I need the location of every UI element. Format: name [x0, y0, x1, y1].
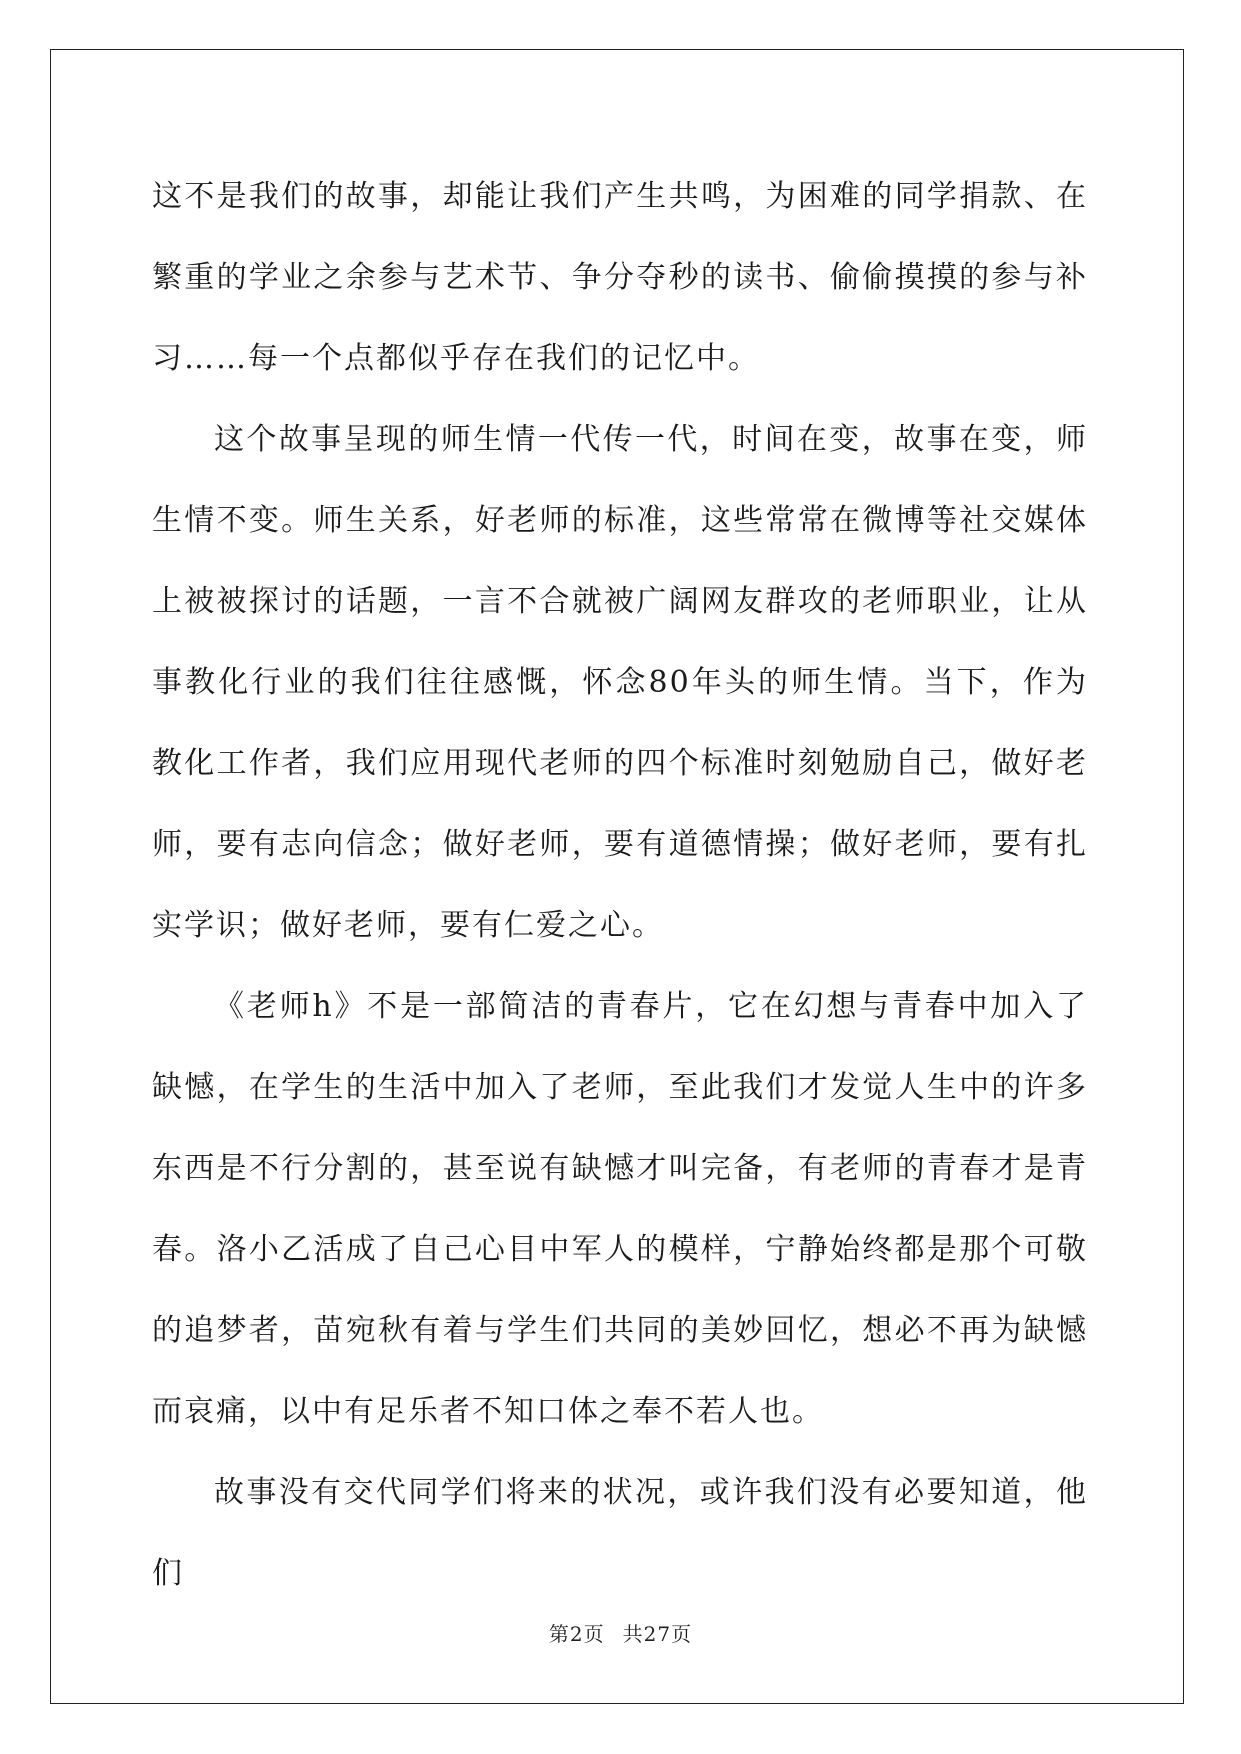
- document-body: [152, 156, 1088, 1614]
- page-total: 共27页: [622, 1622, 693, 1646]
- paragraph-4: 故事没有交代同学们将来的状况，或许我们没有必要知道，他们: [152, 1475, 1088, 1591]
- paragraph-2: 这个故事呈现的师生情一代传一代，时间在变，故事在变，师生情不变。师生关系，好老师的标准，这些常常在微博等社交媒体上被被探讨的话题，一言不合就被广阔网友群攻的老师职业，让从事教化行业的我们往往感慨，怀念80年头的师生情。当下，作为教化工作者，我们应用现代老师的四个标准时刻勉励自己，做好老师，要有志向信念；做好老师，要有道德情操；做好老师，要有扎实学识；做好老师，要有仁爱之心。: [152, 422, 1088, 943]
- page-footer: [0, 1618, 1241, 1647]
- paragraph-1: 这不是我们的故事，却能让我们产生共鸣，为困难的同学捐款、在繁重的学业之余参与艺术节、争分夺秒的读书、偷偷摸摸的参与补习……每一个点都似乎存在我们的记忆中。: [152, 179, 1088, 376]
- paragraph-3: 《老师h》不是一部简洁的青春片，它在幻想与青春中加入了缺憾，在学生的生活中加入了老师，至此我们才发觉人生中的许多东西是不行分割的，甚至说有缺憾才叫完备，有老师的青春才是青春。洛小乙活成了自己心目中军人的模样，宁静始终都是那个可敬的追梦者，苗宛秋有着与学生们共同的美妙回忆，想必不再为缺憾而哀痛，以中有足乐者不知口体之奉不若人也。: [152, 989, 1088, 1429]
- page-number: 第2页: [548, 1622, 605, 1646]
